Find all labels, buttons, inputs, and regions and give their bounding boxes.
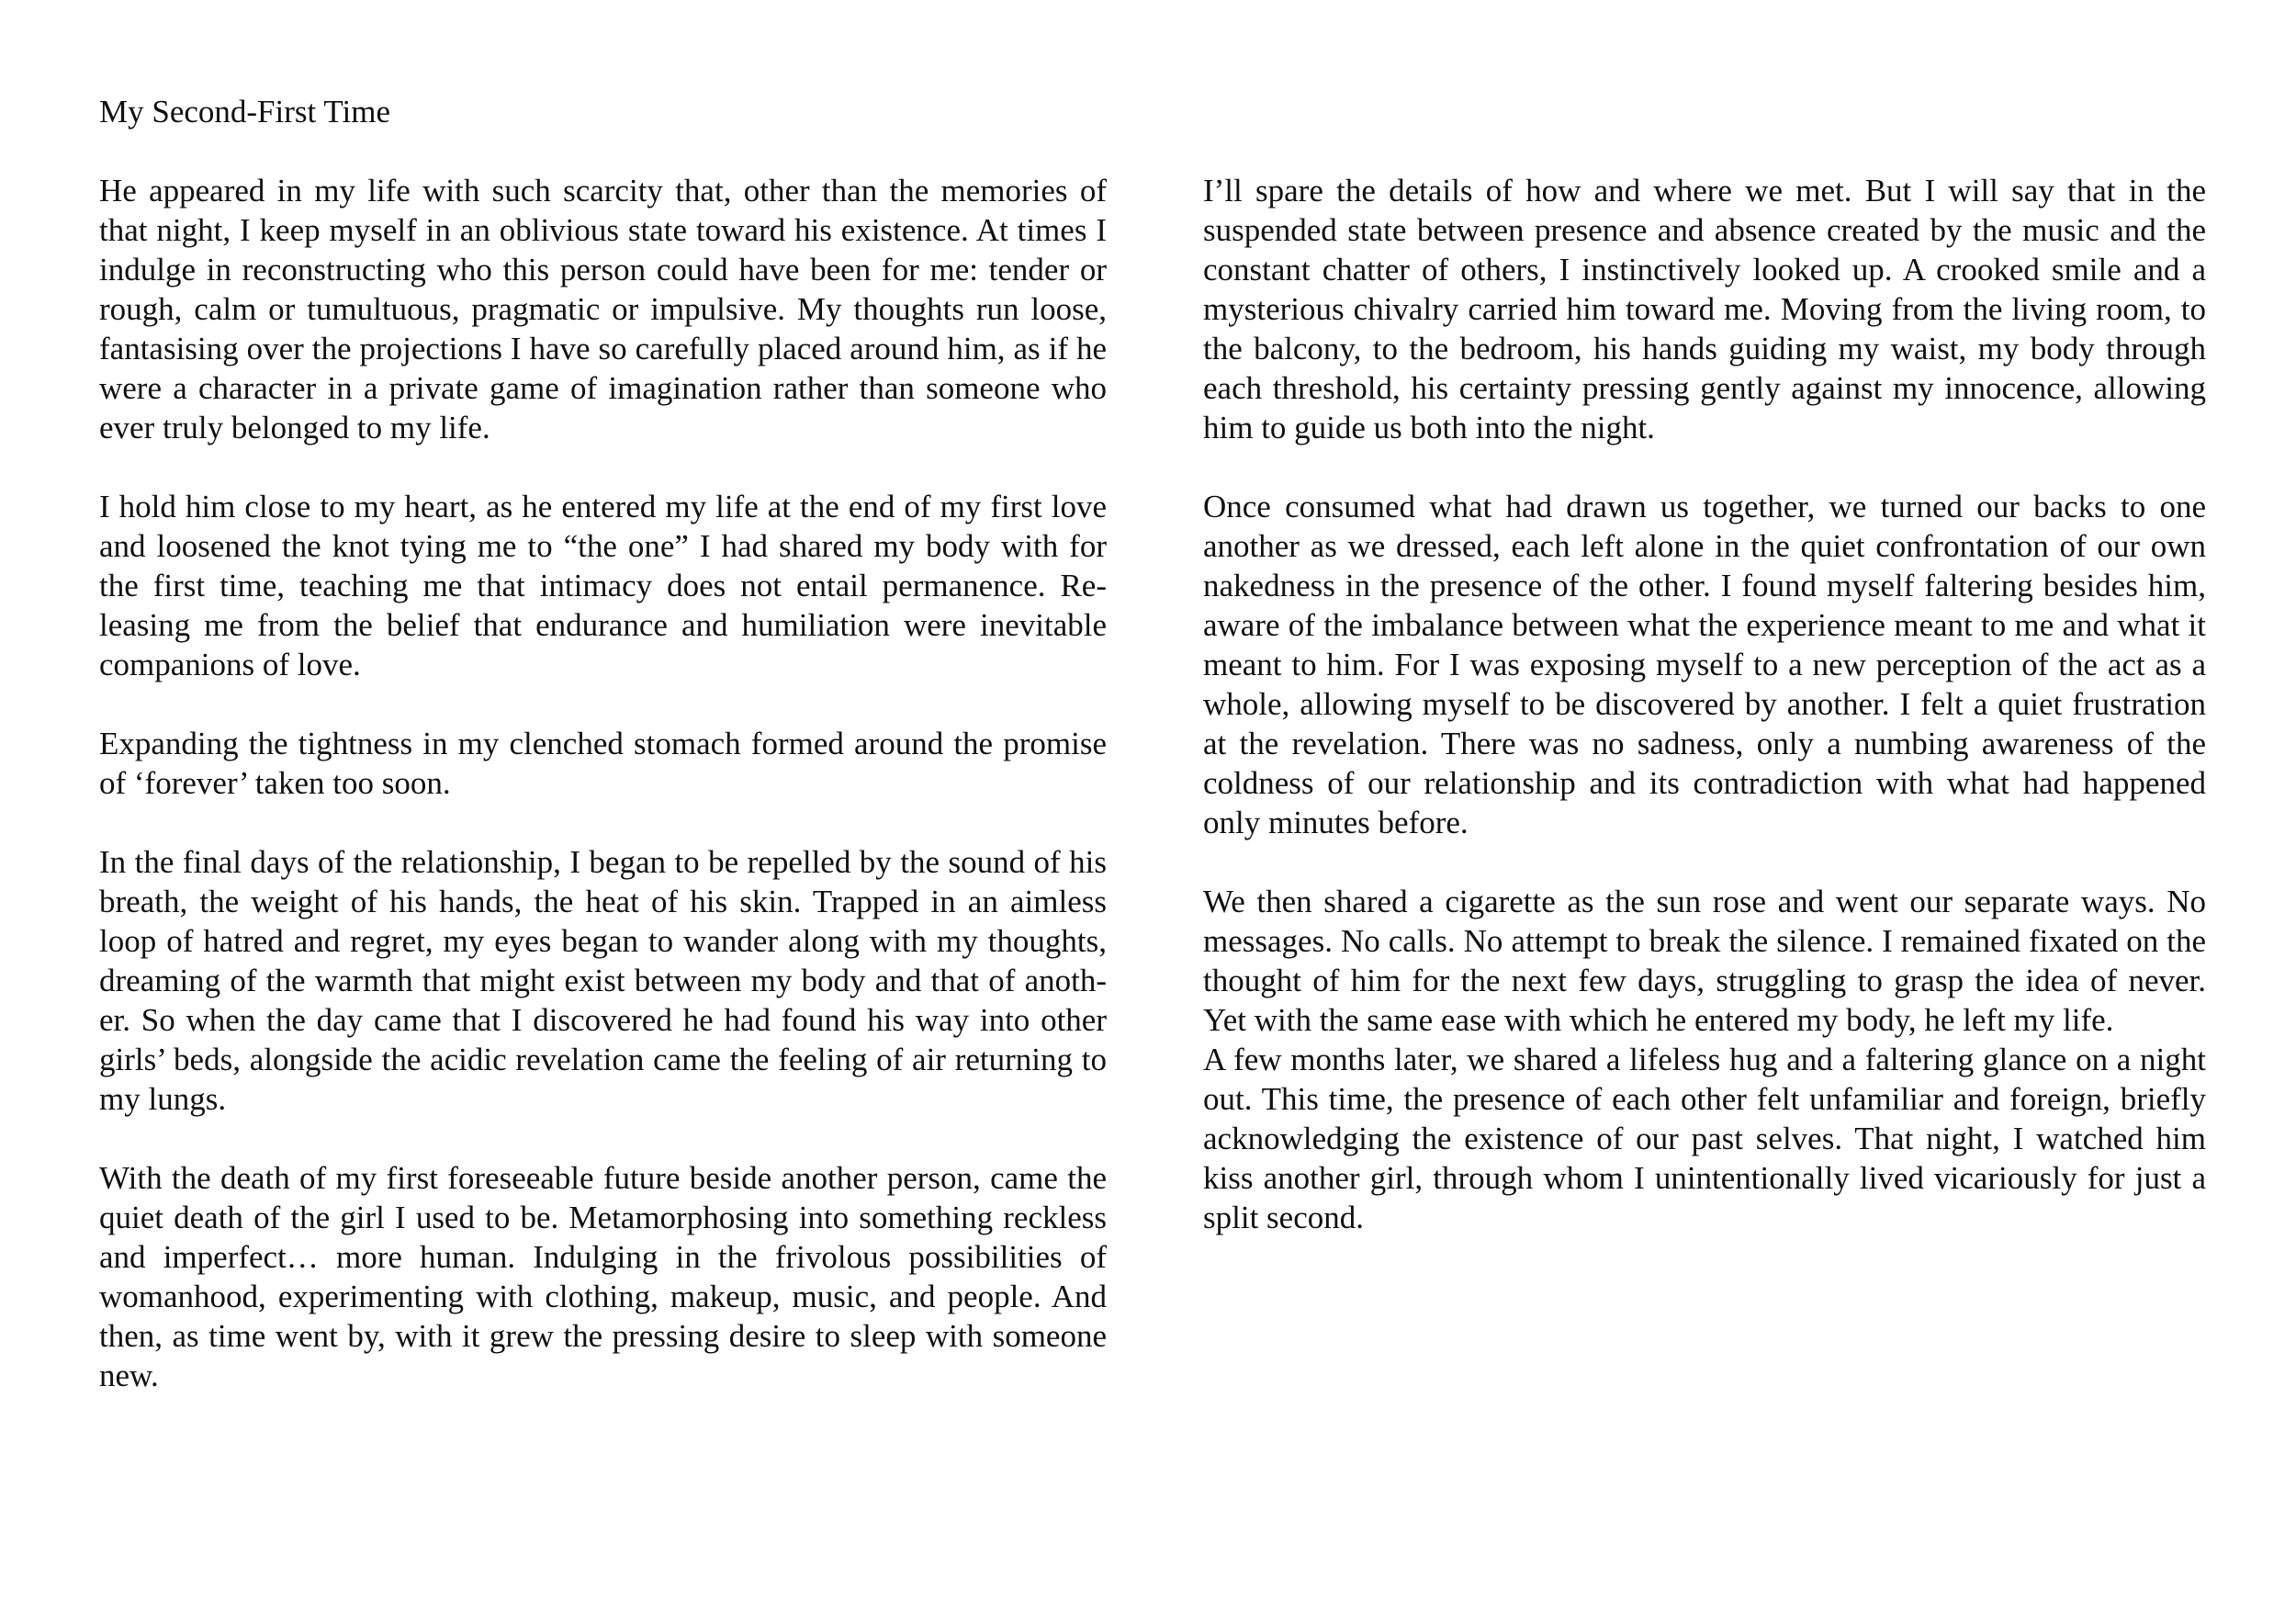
- paragraph: In the final days of the relationship, I began to be repelled by the sound of his breath, the weight of his hands, the heat of his skin. Trapped in an aimless loop of hatred and regret, my eyes began to wander along with my thoughts, dreaming of the warmth that might exist between my body and that of another. So when the day came that I discovered he had found his way into other girls’ beds, alongside the acidic revelation came the feeling of air returning to my lungs.: [99, 844, 1107, 1117]
- left-column: [99, 171, 1107, 1435]
- paragraph: With the death of my first foreseeable future beside another person, came the quiet death of the girl I used to be. Metamorphosing into something reckless and imperfect… more human. Indulging in the frivolous possibilities of womanhood, experimenting with clothing, makeup, music, and people. And then, as time went by, with it grew the pressing desire to sleep with someone new.: [99, 1160, 1107, 1393]
- paragraph: Expanding the tightness in my clenched stomach formed around the promise of ‘forever’ taken too soon.: [99, 726, 1107, 801]
- paragraph: He appeared in my life with such scarcity that, other than the memories of that night, I keep myself in an oblivious state toward his existence. At times I indulge in reconstructing who this person could have been for me: tender or rough, calm or tumultuous, pragmatic or impulsive. My thoughts run loose, fantasising over the projections I have so carefully placed around him, as if he were a character in a private game of imagination rather than someone who ever truly belonged to my life.: [99, 173, 1107, 445]
- paragraph: Once consumed what had drawn us together, we turned our backs to one another as we dressed, each left alone in the quiet confrontation of our own nakedness in the presence of the other. I found myself faltering besides him, aware of the imbalance between what the experience meant to me and what it meant to him. For I was exposing myself to a new perception of the act as a whole, allowing myself to be discovered by another. I felt a quiet frustration at the revelation. There was no sadness, only a numbing awareness of the coldness of our relationship and its contradiction with what had happened only minutes before.: [1203, 489, 2206, 840]
- document-title: My Second-First Time: [99, 94, 390, 130]
- paragraph: We then shared a cigarette as the sun rose and went our separate ways. No messages. No calls. No attempt to break the silence. I remained fixated on the thought of him for the next few days, struggling to grasp the idea of never. Yet with the same ease with which he entered my body, he left my life.: [1203, 884, 2206, 1038]
- right-column: [1203, 171, 2206, 1277]
- paragraph: I hold him close to my heart, as he entered my life at the end of my first love and loosened the knot tying me to “the one” I had shared my body with for the first time, teaching me that intimacy does not entail permanence. Releasing me from the belief that endurance and humiliation were inevitable companions of love.: [99, 489, 1107, 682]
- paragraph: I’ll spare the details of how and where we met. But I will say that in the suspended state between presence and absence created by the music and the constant chatter of others, I instinctively looked up. A crooked smile and a mysterious chivalry carried him toward me. Moving from the living room, to the balcony, to the bedroom, his hands guiding my waist, my body through each threshold, his certainty pressing gently against my innocence, allowing him to guide us both into the night.: [1203, 173, 2206, 445]
- paragraph: A few months later, we shared a lifeless hug and a faltering glance on a night out. This time, the presence of each other felt unfamiliar and foreign, briefly acknowledging the existence of our past selves. That night, I watched him kiss another girl, through whom I unintentionally lived vicariously for just a split second.: [1203, 1042, 2206, 1235]
